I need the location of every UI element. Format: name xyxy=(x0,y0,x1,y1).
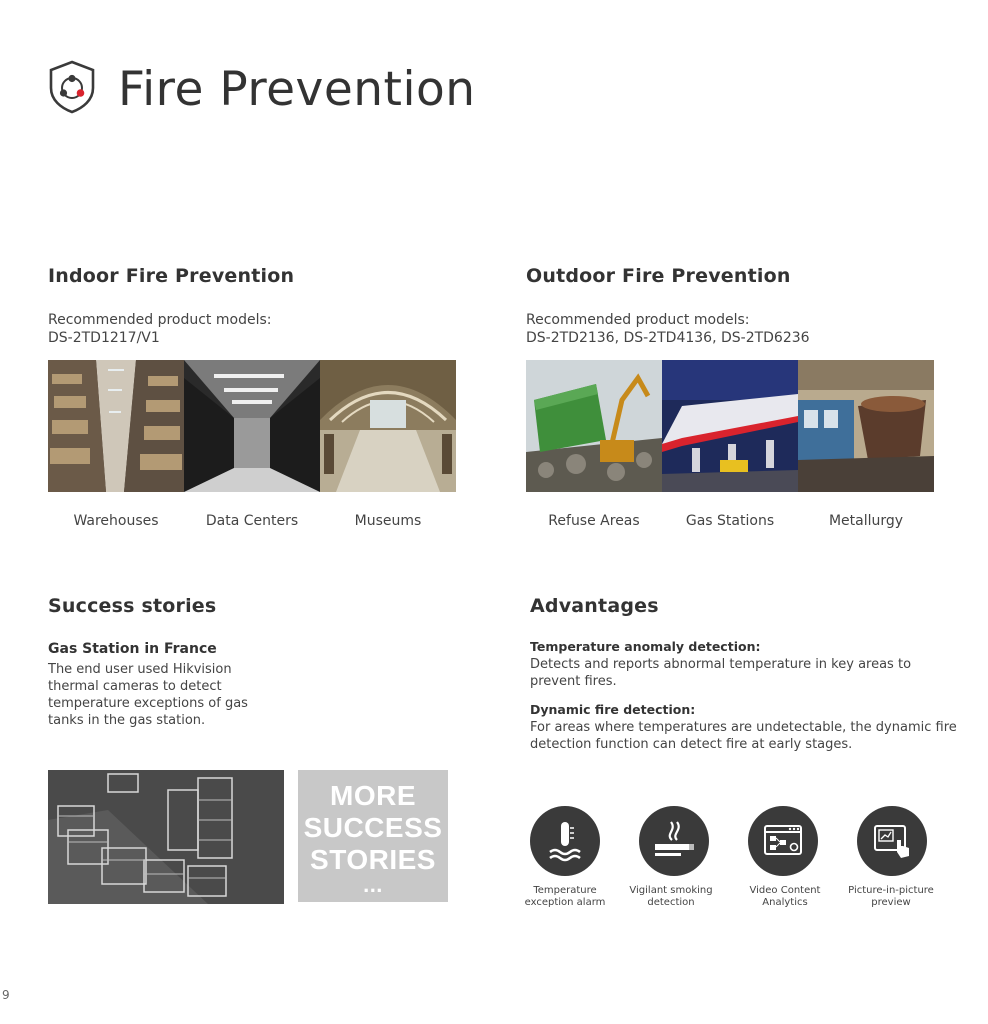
indoor-models-label: Recommended product models: xyxy=(48,312,272,328)
icon-label-smoking: Vigilant smoking detection xyxy=(629,885,713,908)
outdoor-models-label: Recommended product models: xyxy=(526,312,750,328)
scene-refuse-areas: Refuse Areas xyxy=(548,513,640,529)
advantage-2-line-2: detection function can detect fire at early stages. xyxy=(530,737,853,752)
advantage-2-line-1: For areas where temperatures are undetectable, the dynamic fire xyxy=(530,720,957,735)
story-line-4: tanks in the gas station. xyxy=(48,713,206,728)
more-line-3: STORIES xyxy=(310,844,436,875)
thermal-gas-tanks-photo xyxy=(48,770,284,904)
advantage-2-title: Dynamic fire detection: xyxy=(530,702,696,717)
indoor-section-title: Indoor Fire Prevention xyxy=(48,265,295,287)
scene-warehouses: Warehouses xyxy=(73,513,159,529)
advantages-title: Advantages xyxy=(530,595,659,617)
warehouse-photo xyxy=(48,360,184,492)
scene-museums: Museums xyxy=(354,513,422,529)
scene-gas-stations: Gas Stations xyxy=(685,513,775,529)
outdoor-section-title: Outdoor Fire Prevention xyxy=(526,265,791,287)
refuse-area-photo xyxy=(526,360,662,492)
outdoor-models: DS-2TD2136, DS-2TD4136, DS-2TD6236 xyxy=(526,330,810,346)
icon-label-temperature: Temperature exception alarm xyxy=(524,885,606,908)
data-center-photo xyxy=(184,360,320,492)
advantage-1-line-1: Detects and reports abnormal temperature in key areas to xyxy=(530,657,912,672)
video-analytics-icon xyxy=(748,806,818,876)
cigarette-smoke-icon xyxy=(639,806,709,876)
tablet-touch-icon xyxy=(857,806,927,876)
scene-data-centers: Data Centers xyxy=(205,513,299,529)
page-number: 9 xyxy=(2,988,10,1002)
thermometer-icon xyxy=(530,806,600,876)
story-title: Gas Station in France xyxy=(48,641,217,657)
more-success-stories-button[interactable] xyxy=(298,770,448,902)
more-ellipsis: ... xyxy=(363,872,383,897)
more-line-2: SUCCESS xyxy=(303,812,443,843)
icon-label-picture-in-picture: Picture-in-picture preview xyxy=(848,885,934,908)
story-line-2: thermal cameras to detect xyxy=(48,679,222,694)
icon-label-video-analytics: Video Content Analytics xyxy=(749,885,821,908)
metallurgy-photo xyxy=(798,360,934,492)
success-stories-title: Success stories xyxy=(48,595,217,617)
shield-network-icon xyxy=(48,60,96,114)
more-line-1: MORE xyxy=(330,780,416,811)
story-line-3: temperature exceptions of gas xyxy=(48,696,248,711)
indoor-models: DS-2TD1217/V1 xyxy=(48,330,160,346)
advantage-1-line-2: prevent fires. xyxy=(530,674,617,689)
museum-photo xyxy=(320,360,456,492)
scene-metallurgy: Metallurgy xyxy=(828,513,904,529)
page-title: Fire Prevention xyxy=(118,62,476,117)
story-line-1: The end user used Hikvision xyxy=(48,662,232,677)
advantage-1-title: Temperature anomaly detection: xyxy=(530,639,761,654)
gas-station-photo xyxy=(662,360,798,492)
